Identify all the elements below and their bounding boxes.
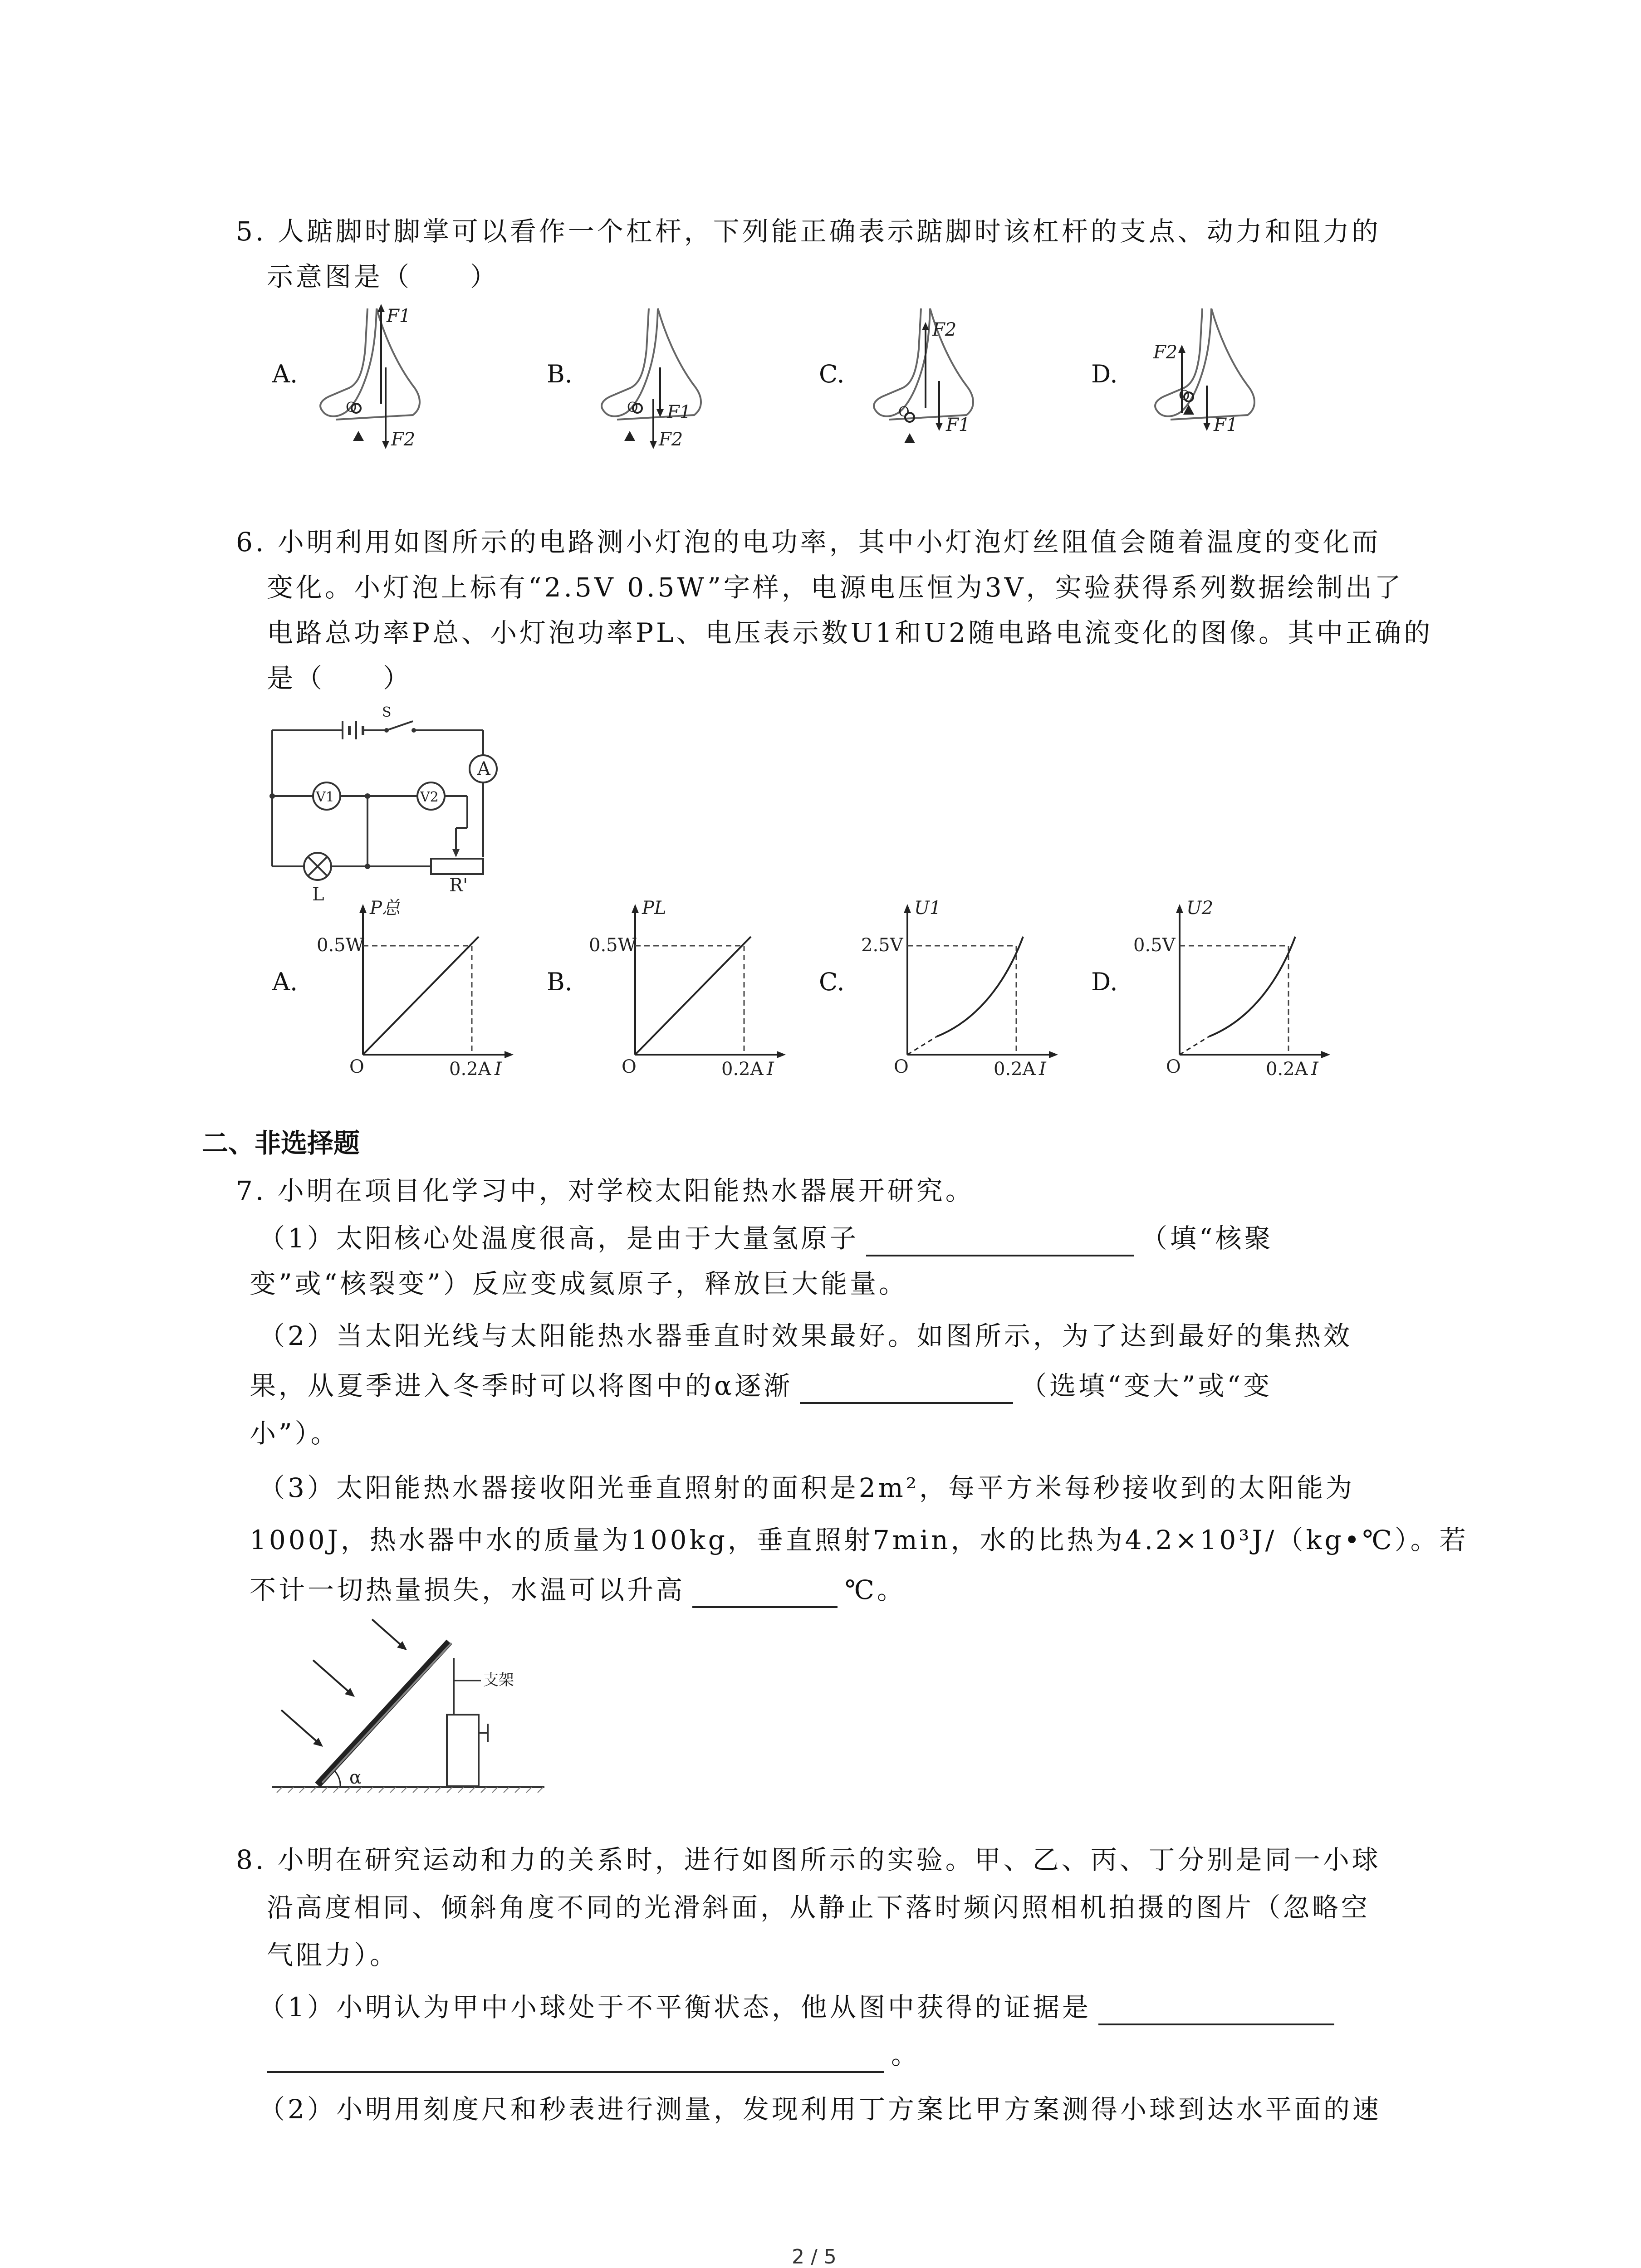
graph-b-xlabel: I xyxy=(767,1059,774,1080)
q7-part2-line3: 小”）。 xyxy=(250,1418,340,1449)
circuit-ammeter-label: A xyxy=(477,758,490,779)
q6-option-d: D. xyxy=(1091,968,1118,996)
q7-part2-text-c: （选填“变大”或“变 xyxy=(1020,1370,1273,1401)
q8-line2: 沿高度相同、倾斜角度不同的光滑斜面，从静止下落时频闪照相机拍摄的图片（忽略空 xyxy=(267,1892,1371,1923)
q7-part3-line2: 1000J，热水器中水的质量为100kg，垂直照射7min，水的比热为4.2×10³J/（kg•℃）。若 xyxy=(250,1525,1469,1555)
q7-answer-blank-3[interactable] xyxy=(692,1581,838,1608)
graph-b-ytick: 0.5W xyxy=(589,935,637,956)
q6-option-b: B. xyxy=(547,968,573,996)
q5-figure-d xyxy=(1125,299,1270,454)
q5c-f2-label: F2 xyxy=(932,319,957,340)
q5-figure-a xyxy=(309,299,445,454)
graph-d-xlabel: I xyxy=(1311,1059,1318,1080)
q6-line1: 6. 小明利用如图所示的电路测小灯泡的电功率，其中小灯泡灯丝阻值会随着温度的变化而 xyxy=(236,527,1381,557)
q6-line2: 变化。小灯泡上标有“2.5V 0.5W”字样，电源电压恒为3V，实验获得系列数据绘制出了 xyxy=(267,572,1404,603)
graph-c-xtick: 0.2A xyxy=(994,1059,1036,1080)
q7-part1-line1 xyxy=(259,1220,1274,1256)
q8-part1-line1 xyxy=(259,1989,1342,2025)
q5-option-c: C. xyxy=(819,360,845,388)
q7-part2-text-b: 果，从夏季进入冬季时可以将图中的α逐渐 xyxy=(250,1370,793,1401)
q6-line4: 是（ ） xyxy=(267,663,412,694)
q7-part2-line1: （2）当太阳光线与太阳能热水器垂直时效果最好。如图所示，为了达到最好的集热效 xyxy=(259,1320,1352,1351)
q5-option-a: A. xyxy=(272,360,298,388)
q5c-f1-label: F1 xyxy=(946,415,970,435)
q5-line2: 示意图是（ ） xyxy=(267,261,500,292)
q6-graph-c xyxy=(857,898,1062,1080)
q6-option-a: A. xyxy=(272,968,298,996)
q6-graph-b xyxy=(585,898,789,1080)
q5a-f1-label: F1 xyxy=(387,306,411,327)
q7-part3-text-c: 不计一切热量损失，水温可以升高 xyxy=(250,1574,686,1605)
q5c-fulcrum-label: O xyxy=(898,404,910,420)
section-heading: 二、非选择题 xyxy=(202,1128,360,1158)
circuit-v2-label: V2 xyxy=(420,789,439,805)
q7-answer-blank-1[interactable] xyxy=(866,1229,1134,1256)
q5a-f2-label: F2 xyxy=(391,429,416,450)
angle-label: α xyxy=(349,1767,362,1788)
circuit-lamp-label: L xyxy=(312,884,324,905)
graph-d-ylabel: U2 xyxy=(1186,898,1214,919)
graph-a-origin: O xyxy=(349,1056,364,1077)
graph-c-ylabel: U1 xyxy=(914,898,941,919)
q8-part1-line2 xyxy=(267,2037,920,2073)
q5-option-d: D. xyxy=(1091,360,1118,388)
q6-graph-a xyxy=(313,898,517,1080)
graph-b-xtick: 0.2A xyxy=(721,1059,764,1080)
graph-b-ylabel: PL xyxy=(642,898,666,919)
q5-figure-c xyxy=(853,299,998,454)
q8-answer-blank-1b[interactable] xyxy=(267,2046,884,2073)
q8-part2-line1: （2）小明用刻度尺和秒表进行测量，发现利用丁方案比甲方案测得小球到达水平面的速 xyxy=(259,2094,1381,2125)
q7-part3-line3 xyxy=(250,1572,906,1608)
q7-part3-line1: （3）太阳能热水器接收阳光垂直照射的面积是2m²，每平方米每秒接收到的太阳能为 xyxy=(259,1472,1355,1503)
graph-d-xtick: 0.2A xyxy=(1266,1059,1308,1080)
q6-graph-d xyxy=(1130,898,1334,1080)
q5-line1: 5. 人踮脚时脚掌可以看作一个杠杆，下列能正确表示踮脚时该杠杆的支点、动力和阻力的 xyxy=(236,216,1381,247)
q5b-fulcrum-label: O xyxy=(627,400,638,415)
q5b-f1-label: F1 xyxy=(667,402,691,423)
q7-part1-text-a: （1）太阳核心处温度很高，是由于大量氢原子 xyxy=(259,1223,859,1254)
graph-c-ytick: 2.5V xyxy=(861,935,903,956)
q6-circuit-diagram xyxy=(268,701,522,909)
graph-d-origin: O xyxy=(1166,1056,1181,1077)
q7-solar-heater-figure xyxy=(268,1615,567,1796)
graph-a-xlabel: I xyxy=(495,1059,502,1080)
graph-b-origin: O xyxy=(622,1056,637,1077)
q5d-f2-label: F2 xyxy=(1153,342,1178,363)
q8-line3: 气阻力）。 xyxy=(267,1940,399,1970)
q6-line3: 电路总功率P总、小灯泡功率PL、电压表示数U1和U2随电路电流变化的图像。其中正确的 xyxy=(267,617,1433,648)
q5a-fulcrum-label: O xyxy=(346,400,357,415)
graph-d-ytick: 0.5V xyxy=(1133,935,1176,956)
graph-a-ytick: 0.5W xyxy=(317,935,364,956)
q7-intro: 7. 小明在项目化学习中，对学校太阳能热水器展开研究。 xyxy=(236,1175,975,1206)
q5b-f2-label: F2 xyxy=(659,429,683,450)
q8-part1-text: （1）小明认为甲中小球处于不平衡状态，他从图中获得的证据是 xyxy=(259,1992,1091,2023)
q7-part1-text-b: （填“核聚 xyxy=(1141,1223,1274,1254)
q7-part3-text-d: ℃。 xyxy=(845,1574,906,1605)
q7-answer-blank-2[interactable] xyxy=(800,1377,1013,1404)
q5-figure-b xyxy=(585,299,721,454)
graph-c-xlabel: I xyxy=(1039,1059,1046,1080)
q7-part1-line2: 变”或“核裂变”）反应变成氦原子，释放巨大能量。 xyxy=(250,1268,908,1299)
q8-line1: 8. 小明在研究运动和力的关系时，进行如图所示的实验。甲、乙、丙、丁分别是同一小球 xyxy=(236,1844,1381,1875)
circuit-v1-label: V1 xyxy=(316,789,334,805)
q8-answer-blank-1a[interactable] xyxy=(1098,1998,1334,2025)
q6-option-c: C. xyxy=(819,968,845,996)
q5-option-b: B. xyxy=(547,360,573,388)
q8-part1-end: 。 xyxy=(891,2039,921,2070)
q7-part2-line2 xyxy=(250,1368,1272,1404)
page-number: 2 / 5 xyxy=(792,2245,837,2268)
graph-c-origin: O xyxy=(894,1056,909,1077)
graph-a-ylabel: P总 xyxy=(370,898,400,919)
q5d-fulcrum-label: O xyxy=(1179,388,1190,404)
circuit-switch-label: S xyxy=(382,704,392,720)
bracket-label: 支架 xyxy=(483,1671,514,1689)
q5d-f1-label: F1 xyxy=(1214,415,1238,435)
circuit-rheostat-label: R' xyxy=(449,875,468,896)
graph-a-xtick: 0.2A xyxy=(449,1059,491,1080)
